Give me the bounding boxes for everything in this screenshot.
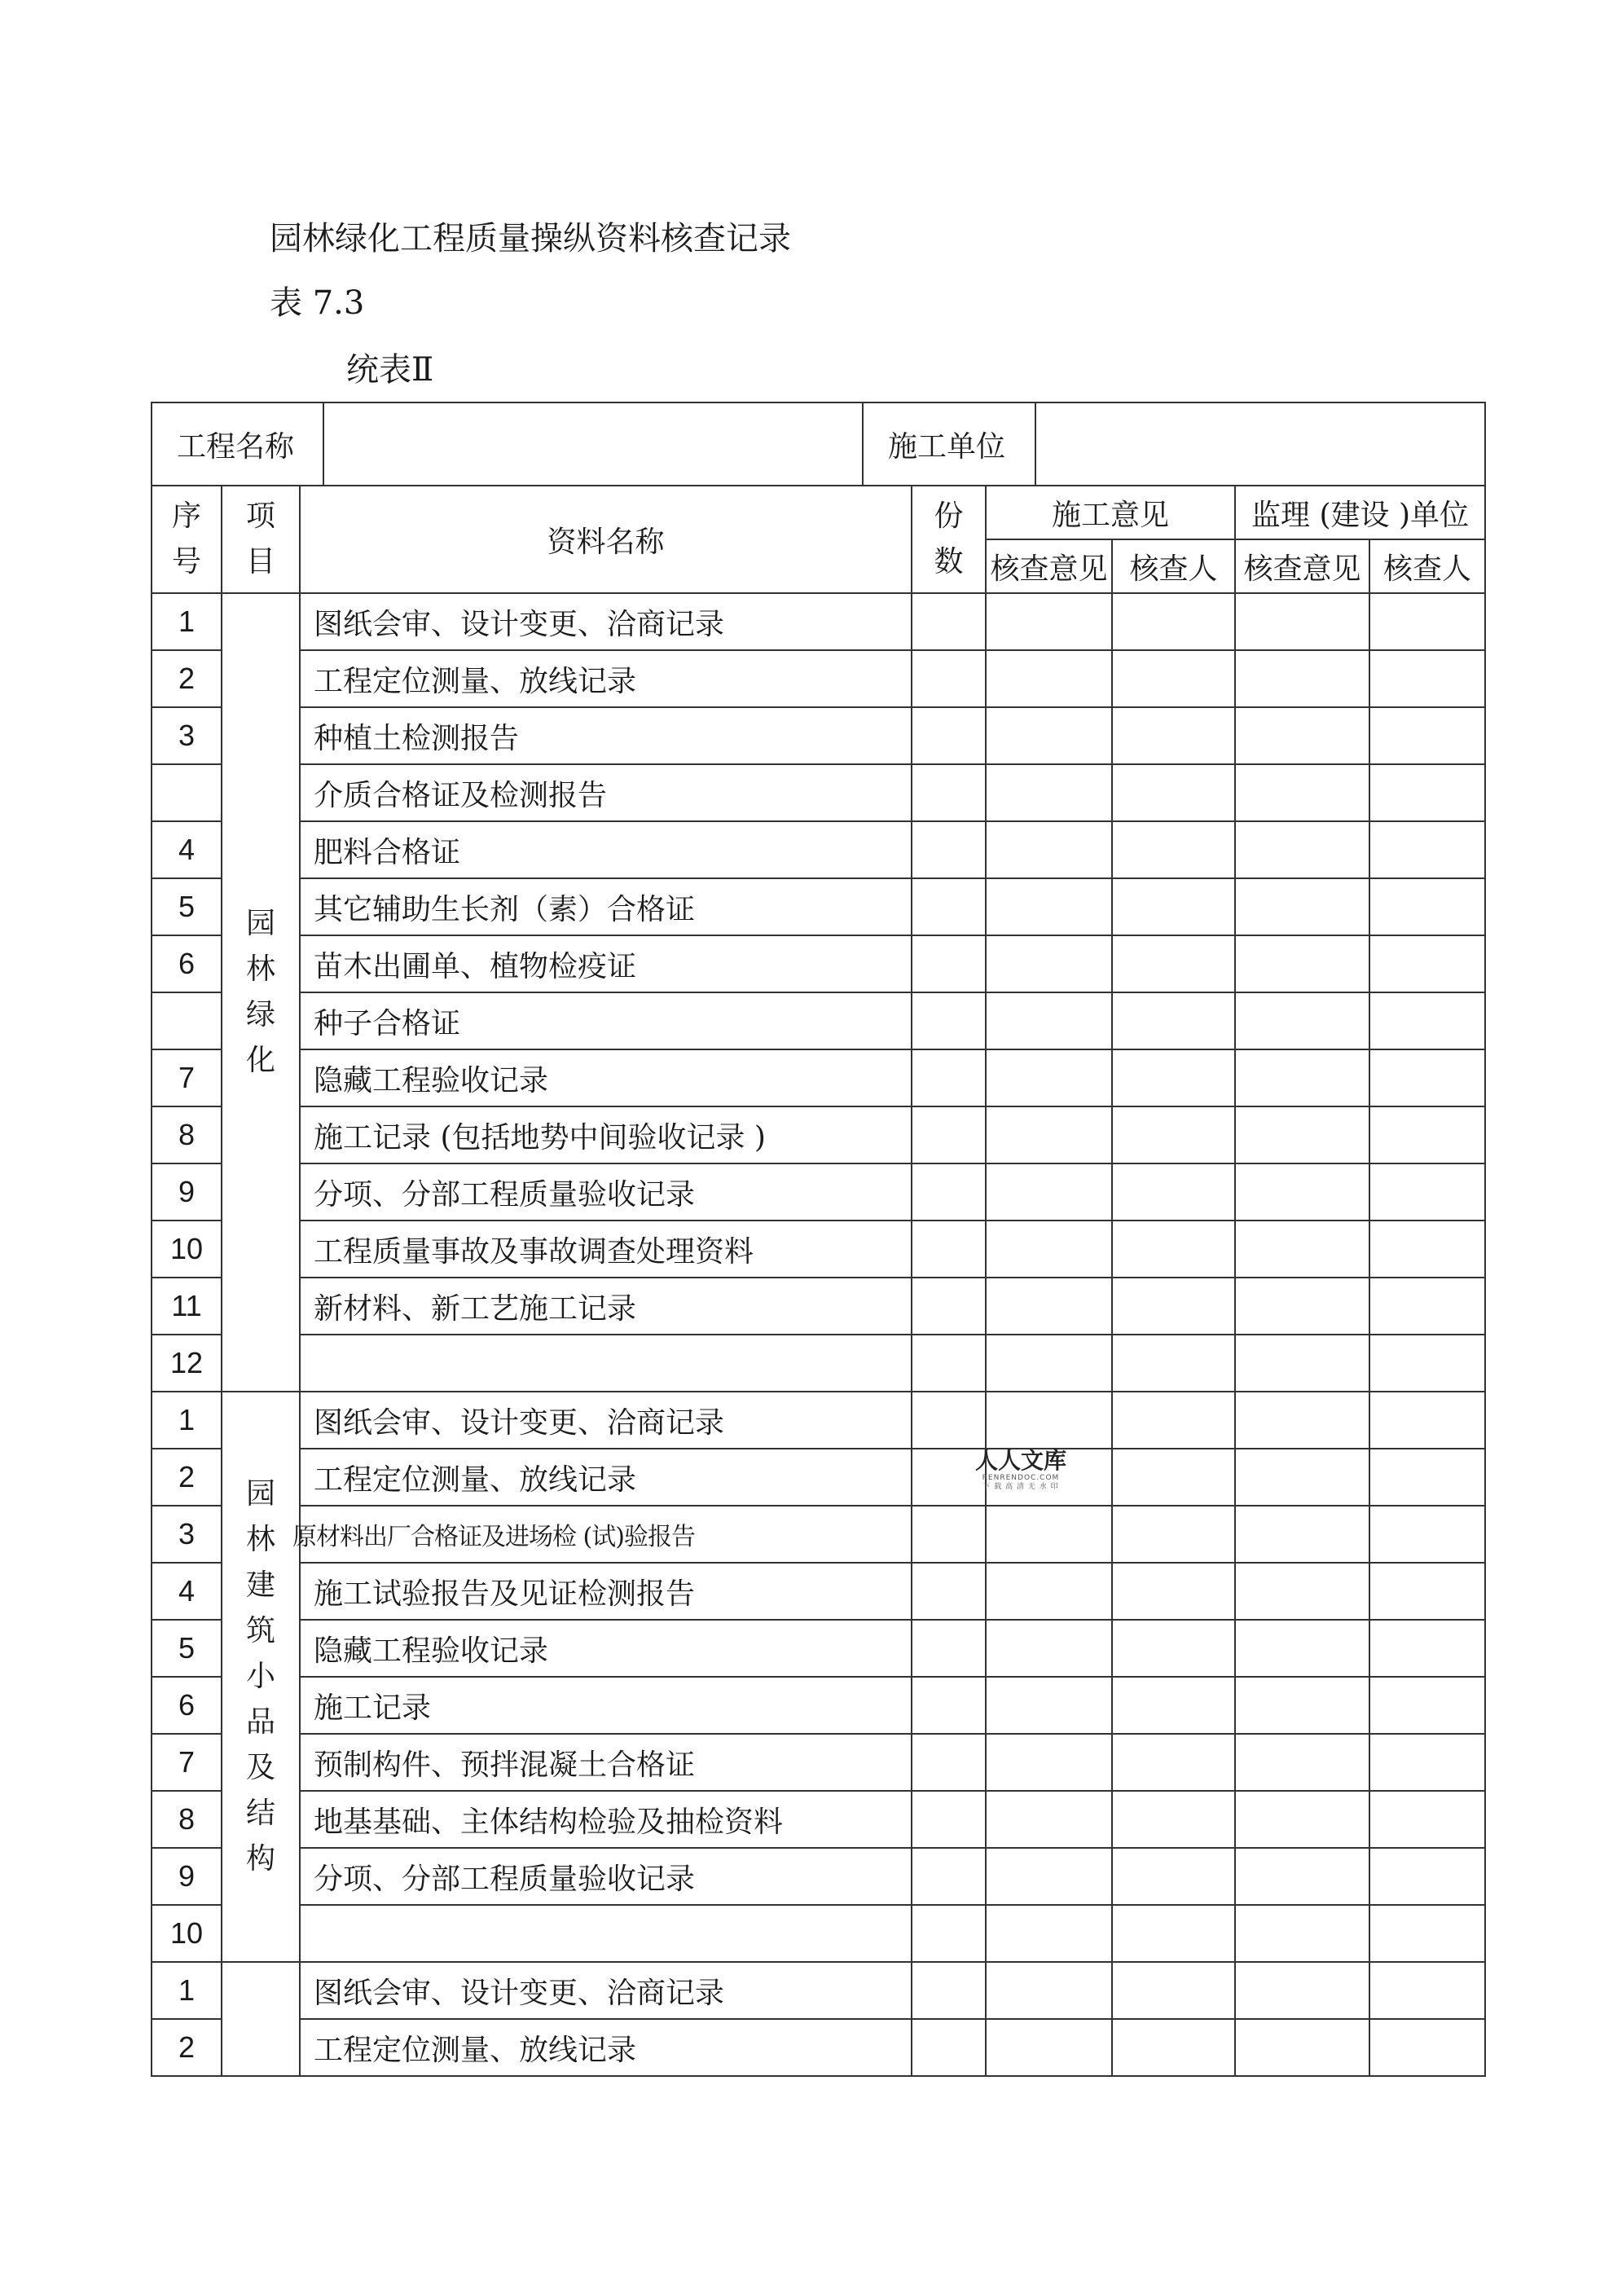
row-construction-opinion-cell[interactable] <box>986 1278 1112 1335</box>
row-seq: 1 <box>152 593 222 650</box>
row-supervision-checker-cell[interactable] <box>1369 1734 1485 1791</box>
section-label-char: 化 <box>245 1044 275 1077</box>
row-supervision-opinion-cell[interactable] <box>1235 707 1369 764</box>
row-seq: 2 <box>152 2019 222 2076</box>
row-construction-checker-cell[interactable] <box>1112 1734 1235 1791</box>
row-construction-opinion-cell[interactable] <box>986 650 1112 707</box>
header-supervision-checker: 核查人 <box>1369 539 1485 593</box>
header-project <box>222 486 300 593</box>
table-row <box>152 1049 1485 1106</box>
row-material-name <box>300 1905 912 1962</box>
row-supervision-opinion-cell[interactable] <box>1235 1734 1369 1791</box>
row-construction-checker-cell[interactable] <box>1112 1221 1235 1278</box>
project-info-table <box>151 402 1486 486</box>
header-material-name: 资料名称 <box>300 486 912 593</box>
row-construction-opinion-cell[interactable] <box>986 593 1112 650</box>
row-construction-checker-cell[interactable] <box>1112 1620 1235 1677</box>
row-supervision-checker-cell[interactable] <box>1369 1620 1485 1677</box>
row-seq: 2 <box>152 1449 222 1506</box>
row-seq: 10 <box>152 1905 222 1962</box>
contractor-field[interactable] <box>1035 402 1485 486</box>
row-supervision-opinion-cell[interactable] <box>1235 1106 1369 1163</box>
project-name-label: 工程名称 <box>152 402 323 486</box>
row-construction-checker-cell[interactable] <box>1112 764 1235 821</box>
row-supervision-opinion-cell[interactable] <box>1235 878 1369 935</box>
table-row <box>152 1278 1485 1335</box>
table-row <box>152 2019 1485 2076</box>
row-copies-cell[interactable] <box>912 821 986 878</box>
row-supervision-checker-cell[interactable] <box>1369 1563 1485 1620</box>
materials-table-body <box>152 593 1485 2076</box>
row-supervision-checker-cell[interactable] <box>1369 1049 1485 1106</box>
row-construction-opinion-cell[interactable] <box>986 1106 1112 1163</box>
row-construction-checker-cell[interactable] <box>1112 1905 1235 1962</box>
row-material-name: 工程定位测量、放线记录 <box>300 2019 912 2076</box>
row-material-name: 施工记录 <box>300 1677 912 1734</box>
table-row <box>152 1734 1485 1791</box>
table-row <box>152 878 1485 935</box>
row-supervision-opinion-cell[interactable] <box>1235 1392 1369 1449</box>
row-construction-checker-cell[interactable] <box>1112 1392 1235 1449</box>
document-title: 园林绿化工程质量操纵资料核查记录 <box>270 220 791 257</box>
row-supervision-checker-cell[interactable] <box>1369 1392 1485 1449</box>
row-seq: 2 <box>152 650 222 707</box>
row-copies-cell[interactable] <box>912 1221 986 1278</box>
row-construction-opinion-cell[interactable] <box>986 1221 1112 1278</box>
table-row <box>152 764 1485 821</box>
table-row <box>152 1335 1485 1392</box>
row-construction-checker-cell[interactable] <box>1112 650 1235 707</box>
row-copies-cell[interactable] <box>912 1278 986 1335</box>
row-material-name: 工程定位测量、放线记录 <box>300 1449 912 1506</box>
header-copies-line1: 份 <box>934 499 964 533</box>
row-supervision-checker-cell[interactable] <box>1369 593 1485 650</box>
table-row <box>152 1905 1485 1962</box>
row-material-name: 图纸会审、设计变更、洽商记录 <box>300 593 912 650</box>
row-construction-checker-cell[interactable] <box>1112 2019 1235 2076</box>
row-construction-checker-cell[interactable] <box>1112 1962 1235 2019</box>
row-construction-opinion-cell[interactable] <box>986 707 1112 764</box>
section-label-char: 林 <box>245 1523 275 1556</box>
row-construction-checker-cell[interactable] <box>1112 707 1235 764</box>
table-row <box>152 650 1485 707</box>
table-subtitle: 统表Ⅱ <box>346 351 434 389</box>
row-copies-cell[interactable] <box>912 1106 986 1163</box>
row-material-name <box>300 1335 912 1392</box>
row-supervision-checker-cell[interactable] <box>1369 1791 1485 1848</box>
row-copies-cell[interactable] <box>912 1392 986 1449</box>
row-supervision-checker-cell[interactable] <box>1369 1506 1485 1563</box>
row-seq: 6 <box>152 935 222 992</box>
row-material-name: 种子合格证 <box>300 992 912 1049</box>
table-row <box>152 821 1485 878</box>
watermark-main: 人人文库 <box>974 1447 1066 1474</box>
row-copies-cell[interactable] <box>912 1049 986 1106</box>
row-material-name: 其它辅助生长剂（素）合格证 <box>300 878 912 935</box>
row-construction-opinion-cell[interactable] <box>986 1677 1112 1734</box>
section-label <box>222 1392 300 1962</box>
watermark-logo <box>968 1448 1074 1492</box>
row-material-name: 图纸会审、设计变更、洽商记录 <box>300 1392 912 1449</box>
row-supervision-opinion-cell[interactable] <box>1235 1449 1369 1506</box>
table-row <box>152 593 1485 650</box>
row-construction-checker-cell[interactable] <box>1112 593 1235 650</box>
header-supervision-check-opinion: 核查意见 <box>1235 539 1369 593</box>
table-row <box>152 1962 1485 2019</box>
watermark-slogan: 下 载 高 清 无 水 印 <box>982 1483 1059 1491</box>
row-copies-cell[interactable] <box>912 1791 986 1848</box>
section-label-char: 及 <box>245 1751 275 1784</box>
row-copies-cell[interactable] <box>912 1563 986 1620</box>
row-supervision-checker-cell[interactable] <box>1369 1163 1485 1221</box>
row-supervision-checker-cell[interactable] <box>1369 1221 1485 1278</box>
section-label-char: 构 <box>245 1842 275 1876</box>
row-material-name: 预制构件、预拌混凝土合格证 <box>300 1734 912 1791</box>
row-supervision-opinion-cell[interactable] <box>1235 1049 1369 1106</box>
row-copies-cell[interactable] <box>912 707 986 764</box>
row-copies-cell[interactable] <box>912 1163 986 1221</box>
row-copies-cell[interactable] <box>912 1335 986 1392</box>
row-seq <box>152 992 222 1049</box>
row-construction-opinion-cell[interactable] <box>986 1734 1112 1791</box>
header-copies-line2: 数 <box>934 545 964 578</box>
row-seq: 9 <box>152 1848 222 1905</box>
table-row <box>152 1221 1485 1278</box>
row-supervision-checker-cell[interactable] <box>1369 1335 1485 1392</box>
row-seq: 9 <box>152 1163 222 1221</box>
row-copies-cell[interactable] <box>912 650 986 707</box>
row-construction-checker-cell[interactable] <box>1112 1449 1235 1506</box>
row-material-name: 苗木出圃单、植物检疫证 <box>300 935 912 992</box>
row-material-name: 肥料合格证 <box>300 821 912 878</box>
section-label <box>222 1962 300 2076</box>
row-material-name: 种植土检测报告 <box>300 707 912 764</box>
row-copies-cell[interactable] <box>912 764 986 821</box>
row-supervision-opinion-cell[interactable] <box>1235 764 1369 821</box>
table-row <box>152 1791 1485 1848</box>
row-construction-checker-cell[interactable] <box>1112 1677 1235 1734</box>
project-name-field[interactable] <box>323 402 863 486</box>
row-construction-opinion-cell[interactable] <box>986 1791 1112 1848</box>
section-label <box>222 593 300 1392</box>
row-supervision-opinion-cell[interactable] <box>1235 1848 1369 1905</box>
row-construction-checker-cell[interactable] <box>1112 821 1235 878</box>
table-row <box>152 1620 1485 1677</box>
row-construction-checker-cell[interactable] <box>1112 1848 1235 1905</box>
row-construction-checker-cell[interactable] <box>1112 1278 1235 1335</box>
table-row <box>152 1848 1485 1905</box>
row-supervision-checker-cell[interactable] <box>1369 1905 1485 1962</box>
row-copies-cell[interactable] <box>912 1734 986 1791</box>
row-material-name: 分项、分部工程质量验收记录 <box>300 1163 912 1221</box>
header-seq-line1: 序 <box>171 499 201 533</box>
header-supervision-unit: 监理 (建设 )单位 <box>1235 486 1485 539</box>
row-construction-checker-cell[interactable] <box>1112 1106 1235 1163</box>
section-label-char: 小 <box>245 1660 275 1693</box>
row-supervision-opinion-cell[interactable] <box>1235 1278 1369 1335</box>
row-construction-opinion-cell[interactable] <box>986 1049 1112 1106</box>
section-label-char: 建 <box>245 1568 275 1602</box>
row-seq: 12 <box>152 1335 222 1392</box>
section-label-char: 结 <box>245 1797 275 1830</box>
row-supervision-checker-cell[interactable] <box>1369 1106 1485 1163</box>
section-label-char: 绿 <box>245 998 275 1031</box>
row-supervision-opinion-cell[interactable] <box>1235 1677 1369 1734</box>
row-supervision-opinion-cell[interactable] <box>1235 1962 1369 2019</box>
row-supervision-opinion-cell[interactable] <box>1235 1791 1369 1848</box>
row-material-name: 施工记录 (包括地势中间验收记录 ) <box>300 1106 912 1163</box>
table-row <box>152 1563 1485 1620</box>
row-seq: 8 <box>152 1791 222 1848</box>
row-copies-cell[interactable] <box>912 1848 986 1905</box>
row-seq: 3 <box>152 707 222 764</box>
row-seq: 4 <box>152 1563 222 1620</box>
row-construction-opinion-cell[interactable] <box>986 1620 1112 1677</box>
row-supervision-opinion-cell[interactable] <box>1235 1905 1369 1962</box>
row-construction-opinion-cell[interactable] <box>986 1506 1112 1563</box>
header-project-line1: 项 <box>245 499 275 533</box>
table-row <box>152 1506 1485 1563</box>
row-copies-cell[interactable] <box>912 935 986 992</box>
table-row <box>152 1106 1485 1163</box>
row-supervision-opinion-cell[interactable] <box>1235 1163 1369 1221</box>
row-supervision-opinion-cell[interactable] <box>1235 1506 1369 1563</box>
row-construction-checker-cell[interactable] <box>1112 1563 1235 1620</box>
row-construction-opinion-cell[interactable] <box>986 1848 1112 1905</box>
table-row <box>152 1449 1485 1506</box>
row-supervision-checker-cell[interactable] <box>1369 935 1485 992</box>
row-seq <box>152 764 222 821</box>
row-construction-opinion-cell[interactable] <box>986 764 1112 821</box>
row-supervision-checker-cell[interactable] <box>1369 1449 1485 1506</box>
row-supervision-opinion-cell[interactable] <box>1235 593 1369 650</box>
row-material-name: 图纸会审、设计变更、洽商记录 <box>300 1962 912 2019</box>
table-row <box>152 1163 1485 1221</box>
row-construction-opinion-cell[interactable] <box>986 1163 1112 1221</box>
row-copies-cell[interactable] <box>912 1905 986 1962</box>
row-copies-cell[interactable] <box>912 1620 986 1677</box>
row-copies-cell[interactable] <box>912 1962 986 2019</box>
row-material-name: 施工试验报告及见证检测报告 <box>300 1563 912 1620</box>
table-row <box>152 935 1485 992</box>
row-seq: 1 <box>152 1962 222 2019</box>
row-supervision-checker-cell[interactable] <box>1369 650 1485 707</box>
table-row <box>152 1392 1485 1449</box>
header-construction-opinion: 施工意见 <box>986 486 1235 539</box>
row-supervision-checker-cell[interactable] <box>1369 821 1485 878</box>
row-construction-opinion-cell[interactable] <box>986 2019 1112 2076</box>
row-supervision-checker-cell[interactable] <box>1369 992 1485 1049</box>
row-construction-opinion-cell[interactable] <box>986 935 1112 992</box>
row-construction-opinion-cell[interactable] <box>986 1905 1112 1962</box>
row-material-name: 隐藏工程验收记录 <box>300 1620 912 1677</box>
row-seq: 5 <box>152 1620 222 1677</box>
row-construction-opinion-cell[interactable] <box>986 821 1112 878</box>
row-seq: 6 <box>152 1677 222 1734</box>
row-seq: 10 <box>152 1221 222 1278</box>
row-construction-checker-cell[interactable] <box>1112 878 1235 935</box>
row-supervision-opinion-cell[interactable] <box>1235 1335 1369 1392</box>
row-construction-checker-cell[interactable] <box>1112 1791 1235 1848</box>
row-copies-cell[interactable] <box>912 878 986 935</box>
row-material-name <box>292 1506 912 1563</box>
row-material-name: 地基基础、主体结构检验及抽检资料 <box>300 1791 912 1848</box>
table-row <box>152 707 1485 764</box>
row-material-name: 工程质量事故及事故调查处理资料 <box>300 1221 912 1278</box>
watermark-site: RENRENDOC.COM <box>982 1474 1060 1482</box>
row-supervision-checker-cell[interactable] <box>1369 1962 1485 2019</box>
materials-check-table <box>151 485 1486 2077</box>
row-seq: 3 <box>152 1506 222 1563</box>
row-supervision-checker-cell[interactable] <box>1369 1677 1485 1734</box>
section-label-char: 筑 <box>245 1614 275 1647</box>
row-seq: 7 <box>152 1049 222 1106</box>
row-supervision-opinion-cell[interactable] <box>1235 1221 1369 1278</box>
section-label-char: 园 <box>245 1477 275 1511</box>
row-supervision-opinion-cell[interactable] <box>1235 1563 1369 1620</box>
row-supervision-opinion-cell[interactable] <box>1235 1620 1369 1677</box>
row-seq: 7 <box>152 1734 222 1791</box>
row-construction-checker-cell[interactable] <box>1112 992 1235 1049</box>
row-construction-opinion-cell[interactable] <box>986 992 1112 1049</box>
row-supervision-checker-cell[interactable] <box>1369 878 1485 935</box>
row-supervision-checker-cell[interactable] <box>1369 1278 1485 1335</box>
row-copies-cell[interactable] <box>912 1506 986 1563</box>
header-project-line2: 目 <box>245 545 275 578</box>
row-supervision-checker-cell[interactable] <box>1369 2019 1485 2076</box>
row-supervision-opinion-cell[interactable] <box>1235 935 1369 992</box>
header-seq-line2: 号 <box>171 545 201 578</box>
row-construction-checker-cell[interactable] <box>1112 1049 1235 1106</box>
row-copies-cell[interactable] <box>912 992 986 1049</box>
table-row <box>152 992 1485 1049</box>
header-construction-checker: 核查人 <box>1112 539 1235 593</box>
row-material-name: 介质合格证及检测报告 <box>300 764 912 821</box>
row-seq: 5 <box>152 878 222 935</box>
row-construction-opinion-cell[interactable] <box>986 1335 1112 1392</box>
row-supervision-checker-cell[interactable] <box>1369 707 1485 764</box>
table-number: 表 7.3 <box>270 284 365 322</box>
row-material-name: 隐藏工程验收记录 <box>300 1049 912 1106</box>
row-construction-opinion-cell[interactable] <box>986 1962 1112 2019</box>
row-construction-checker-cell[interactable] <box>1112 935 1235 992</box>
row-seq: 8 <box>152 1106 222 1163</box>
row-supervision-opinion-cell[interactable] <box>1235 821 1369 878</box>
row-material-name: 分项、分部工程质量验收记录 <box>300 1848 912 1905</box>
row-supervision-opinion-cell[interactable] <box>1235 2019 1369 2076</box>
section-label-char: 林 <box>245 952 275 986</box>
row-construction-opinion-cell[interactable] <box>986 1392 1112 1449</box>
row-construction-checker-cell[interactable] <box>1112 1335 1235 1392</box>
section-label-char: 品 <box>245 1705 275 1739</box>
row-seq: 1 <box>152 1392 222 1449</box>
section-label-char: 园 <box>245 907 275 940</box>
row-copies-cell[interactable] <box>912 593 986 650</box>
header-construction-check-opinion: 核查意见 <box>986 539 1112 593</box>
table-row <box>152 1677 1485 1734</box>
row-seq: 11 <box>152 1278 222 1335</box>
row-construction-opinion-cell[interactable] <box>986 1563 1112 1620</box>
row-copies-cell[interactable] <box>912 1677 986 1734</box>
row-copies-cell[interactable] <box>912 2019 986 2076</box>
row-construction-checker-cell[interactable] <box>1112 1506 1235 1563</box>
row-material-name: 工程定位测量、放线记录 <box>300 650 912 707</box>
row-supervision-checker-cell[interactable] <box>1369 764 1485 821</box>
row-seq: 4 <box>152 821 222 878</box>
row-construction-checker-cell[interactable] <box>1112 1163 1235 1221</box>
header-seq <box>152 486 222 593</box>
contractor-label: 施工单位 <box>863 402 1035 486</box>
row-construction-opinion-cell[interactable] <box>986 878 1112 935</box>
row-supervision-opinion-cell[interactable] <box>1235 992 1369 1049</box>
row-material-name: 新材料、新工艺施工记录 <box>300 1278 912 1335</box>
header-copies <box>912 486 986 593</box>
row-material-name-text: 原材料出厂合格证及进场检 (试)验报告 <box>292 1523 695 1551</box>
row-supervision-checker-cell[interactable] <box>1369 1848 1485 1905</box>
row-supervision-opinion-cell[interactable] <box>1235 650 1369 707</box>
